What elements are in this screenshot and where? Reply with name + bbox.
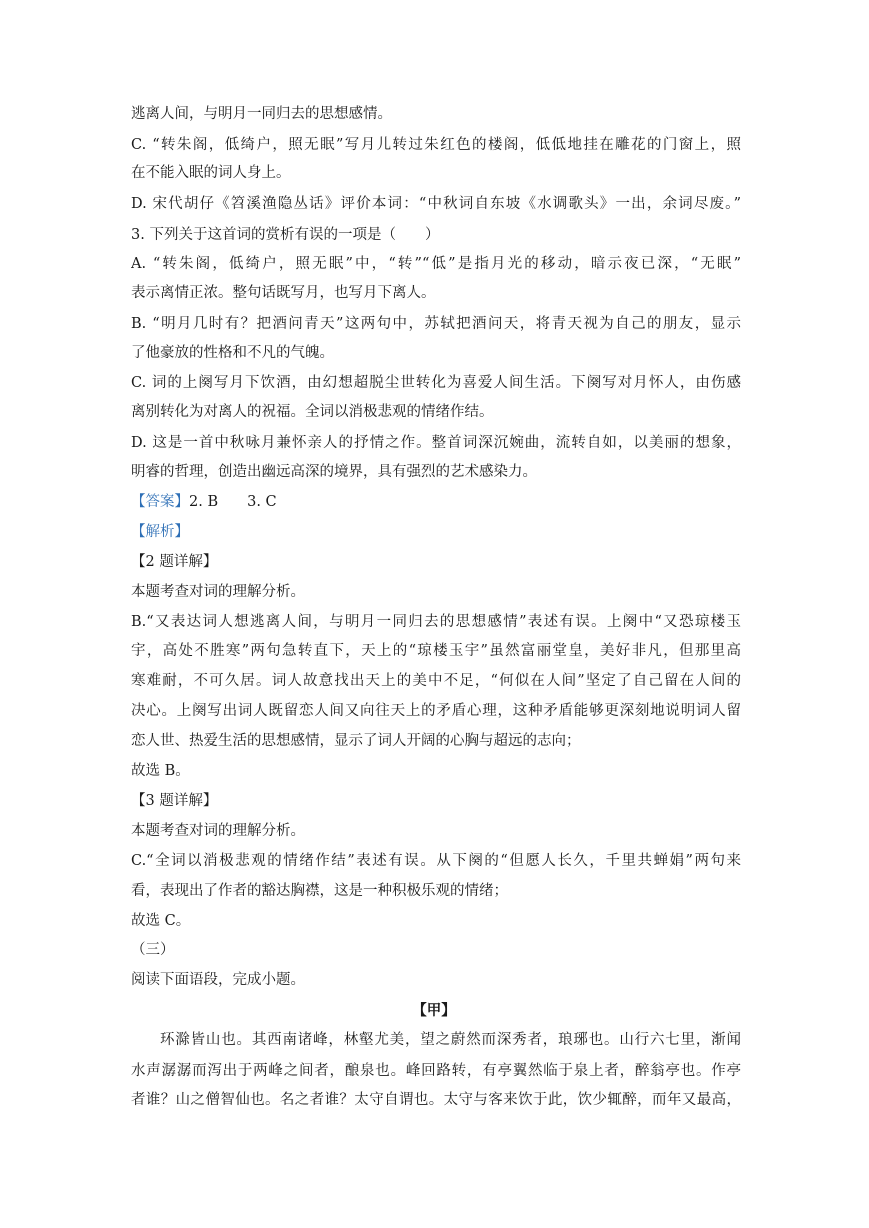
q3-intro: 本题考查对词的理解分析。 <box>131 823 305 839</box>
option-a-line: A. “转朱阁，低绮户，照无眠”中，“转”“低”是指月光的移动，暗示夜已深，“无眠” <box>131 256 741 272</box>
instruction: 阅读下面语段，完成小题。 <box>131 972 305 988</box>
text-line: 逃离人间，与明月一同归去的思想感情。 <box>131 106 392 122</box>
text-line: 离别转化为对离人的祝福。全词以消极悲观的情绪作结。 <box>131 404 494 420</box>
q3-body-line: 看，表现出了作者的豁达胸襟，这是一种积极乐观的情绪； <box>131 883 508 899</box>
text-line: 表示离情正浓。整句话既写月，也写月下离人。 <box>131 285 436 301</box>
answer-text: 2. B 3. C <box>189 494 277 510</box>
question-3-stem: 3. 下列关于这首词的赏析有误的一项是（ ） <box>131 227 440 243</box>
q2-choice: 故选 B。 <box>131 763 190 779</box>
option-d-line: D. 宋代胡仔《笤溪渔隐丛话》评价本词：“中秋词自东坡《水调歌头》一出，余词尽废。” <box>131 196 741 212</box>
passage-title: 【甲】 <box>412 1002 456 1019</box>
q3-choice: 故选 C。 <box>131 913 191 929</box>
option-c-line: C. “转朱阁，低绮户，照无眠”写月儿转过朱红色的楼阁，低低地挂在雕花的门窗上，照 <box>131 137 741 153</box>
q2-body-line: 决心。上阕写出词人既留恋人间又向往天上的矛盾心理，这种矛盾能够更深刻地说明词人留 <box>131 703 741 719</box>
option-d-line: D. 这是一首中秋咏月兼怀亲人的抒情之作。整首词深沉婉曲，流转自如，以美丽的想象， <box>131 435 741 451</box>
q2-body-line: B.“又表达词人想逃离人间，与明月一同归去的思想感情”表述有误。上阕中“又恐琼楼玉 <box>131 614 741 630</box>
passage-line: 水声潺潺而泻出于两峰之间者，酿泉也。峰回路转，有亭翼然临于泉上者，醉翁亭也。作亭 <box>131 1063 741 1079</box>
text-line: 了他豪放的性格和不凡的气魄。 <box>131 345 334 361</box>
q2-body-line: 寒难耐，不可久居。词人故意找出天上的美中不足，“何似在人间”坚定了自己留在人间的 <box>131 673 741 689</box>
answer-tag: 【答案】 <box>131 494 189 510</box>
passage-line: 环滁皆山也。其西南诸峰，林壑尤美，望之蔚然而深秀者，琅琊也。山行六七里，渐闻 <box>160 1032 741 1048</box>
passage-line: 者谁？山之僧智仙也。名之者谁？太守自谓也。太守与客来饮于此，饮少辄醉，而年又最高， <box>131 1092 741 1108</box>
text-line: 明睿的哲理，创造出幽远高深的境界，具有强烈的艺术感染力。 <box>131 464 537 480</box>
section-heading: （三） <box>131 942 175 958</box>
text-line: 在不能入眠的词人身上。 <box>131 165 291 181</box>
q2-body-line: 宇，高处不胜寒”两句急转直下，天上的“琼楼玉宇”虽然富丽堂皇，美好非凡，但那里高 <box>131 643 741 659</box>
analysis-tag: 【解析】 <box>131 524 189 540</box>
q3-title: 【3 题详解】 <box>131 793 218 809</box>
option-b-line: B. “明月几时有？把酒问青天”这两句中，苏轼把酒问天，将青天视为自己的朋友，显示 <box>131 316 741 332</box>
answer-line <box>131 492 741 512</box>
q2-title: 【2 题详解】 <box>131 554 218 570</box>
q2-body-line: 恋人世、热爱生活的思想感情，显示了词人开阔的心胸与超远的志向； <box>131 733 581 749</box>
q3-body-line: C.“全词以消极悲观的情绪作结”表述有误。从下阕的“但愿人长久，千里共蝉娟”两句来 <box>131 853 741 869</box>
option-c-line: C. 词的上阕写月下饮酒，由幻想超脱尘世转化为喜爱人间生活。下阕写对月怀人，由伤感 <box>131 375 741 391</box>
q2-intro: 本题考查对词的理解分析。 <box>131 584 305 600</box>
